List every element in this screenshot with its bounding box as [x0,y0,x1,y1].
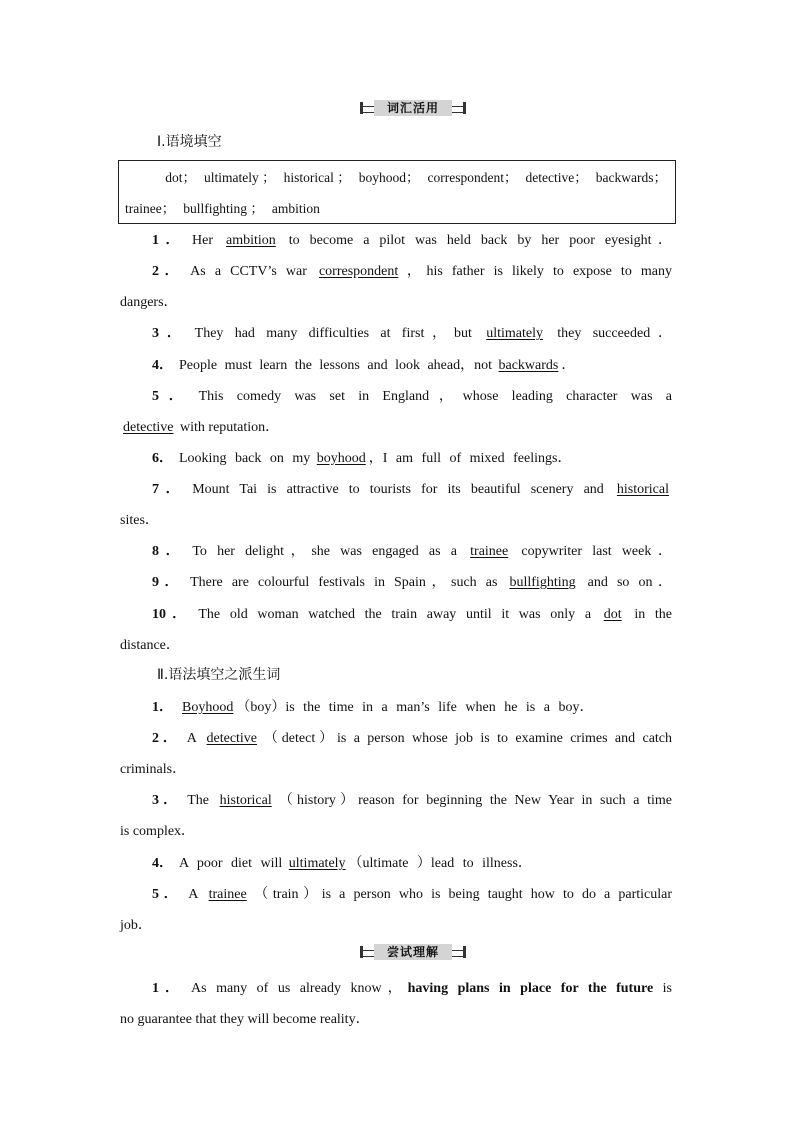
section-banner-vocabulary [360,100,466,116]
exercise-item: 7． Mount Tai is attractive to tourists for its beautiful scenery and historical [152,478,672,498]
exercise-item-continuation: detective with reputation． [120,416,279,436]
exercise-item-continuation: job． [120,918,152,933]
exercise-item: 5． This comedy was set in England，whose leading character was a [152,389,673,404]
banner-label: 词汇活用 [374,100,452,116]
answer-blank: dot [603,607,622,622]
word-bank-box [118,160,676,224]
answer-blank: backwards [498,358,559,373]
exercise-item-continuation: is complex． [120,824,196,839]
answer-blank: Boyhood [182,700,234,715]
answer-blank: trainee [208,887,247,902]
exercise-item: 9． There are colourful festivals in Spain，such as bullfighting and so on． [152,575,673,590]
answer-blank: historical [219,793,272,808]
answer-blank: detective [206,731,258,746]
answer-blank: ultimately [486,326,543,341]
exercise-item: 1． Her ambition to become a pilot was held back by her poor eyesight． [152,233,673,248]
exercise-item: 2． As a CCTV’s war correspondent ，his father is likely to expose to many [152,264,673,279]
exercise-item: 4． A poor diet will ultimately （ultimate ）lead to illness． [152,856,532,871]
answer-blank: ambition [226,233,276,248]
exercise-item-continuation: criminals． [120,762,187,777]
part1-heading: Ⅰ.语境填空 [157,134,222,150]
exercise-item: 1． As many of us already know，having plans in place for the future is [152,981,673,996]
banner-label: 尝试理解 [374,944,452,960]
exercise-item: 3． The historical （history）reason for beginning the New Year in such a time [152,793,673,808]
answer-blank: ultimately [288,856,346,871]
exercise-item: 10． The old woman watched the train away until it was only a dot in the [152,607,673,622]
exercise-item: 8． To her delight，she was engaged as a trainee copywriter last week． [152,544,673,559]
answer-blank: trainee [470,544,509,559]
answer-blank: boyhood [316,451,366,466]
exercise-item-continuation: no guarantee that they will become reality． [120,1012,370,1027]
exercise-item: 3． They had many difficulties at first，but ultimately they succeeded． [152,326,673,341]
exercise-item-continuation: distance． [120,638,180,653]
word-bank-line-2: trainee； bullfighting ； ambition [125,201,320,216]
answer-blank: bullfighting [509,575,576,590]
word-bank-line-1: dot； ultimately ； historical ； boyhood； correspondent； detective； backwards； [165,170,667,185]
section-banner-comprehension [360,944,466,960]
highlighted-phrase: having plans in place for the future [407,981,654,996]
exercise-item: 1． Boyhood （boy）is the time in a man’s life when he is a boy． [152,700,594,715]
exercise-item: 6． Looking back on my boyhood ，I am full of mixed feelings． [152,451,572,466]
exercise-item-continuation: sites． [120,513,159,528]
answer-blank: detective [123,420,174,435]
answer-blank: historical [616,482,670,497]
answer-blank: correspondent [318,264,399,279]
exercise-item: 4． People must learn the lessons and look ahead，not backwards ． [152,358,576,373]
exercise-item-continuation: dangers． [120,295,178,310]
exercise-item: 5． A trainee （train）is a person who is being taught how to do a particular [152,887,672,902]
exercise-item: 2． A detective （detect）is a person whose job is to examine crimes and catch [152,731,673,746]
part2-heading: Ⅱ.语法填空之派生词 [157,667,281,683]
